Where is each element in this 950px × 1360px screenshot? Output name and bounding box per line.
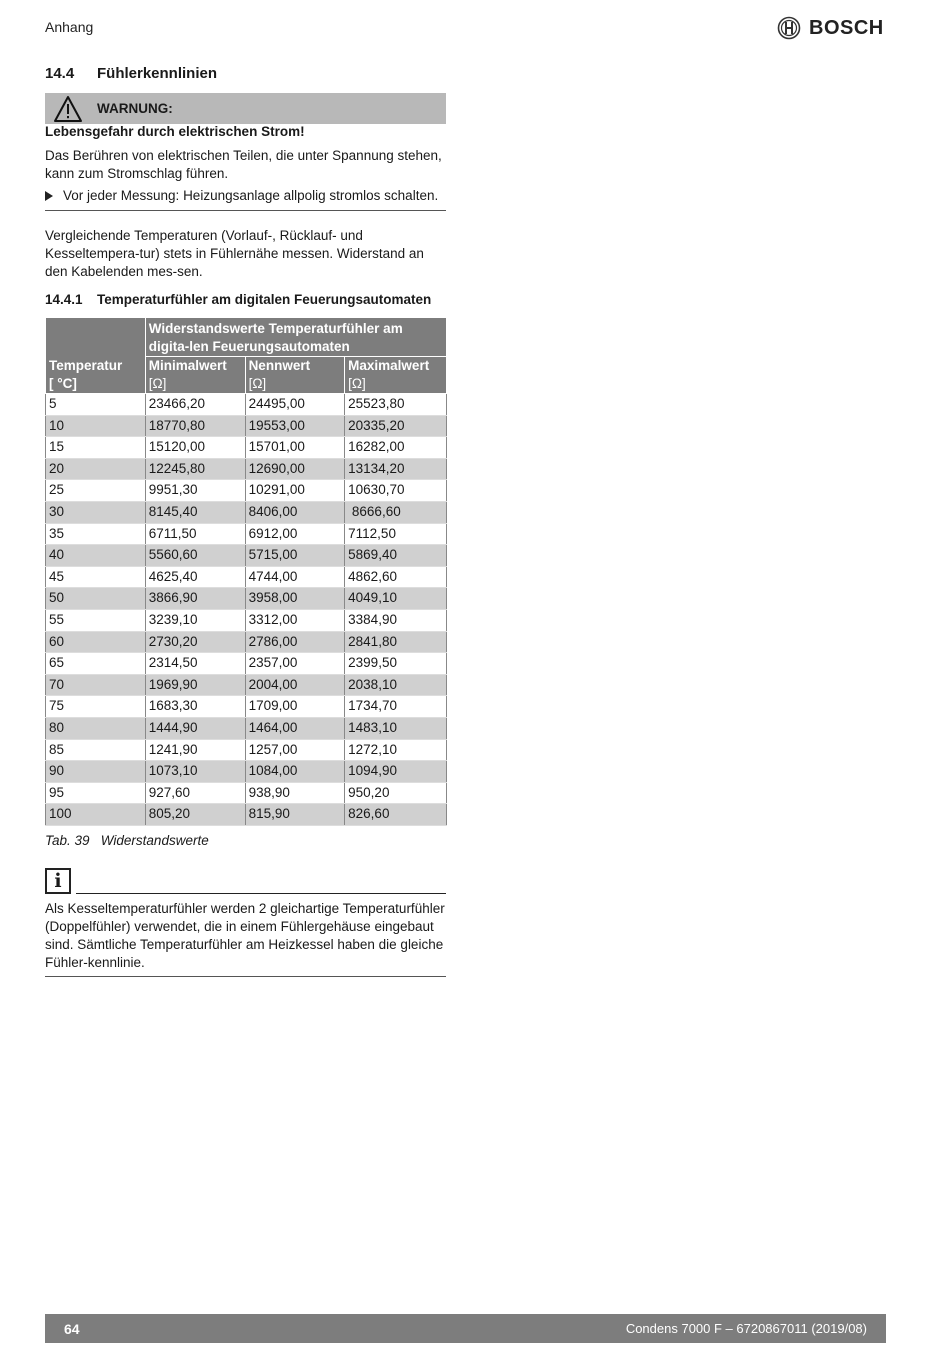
cell-min: 2314,50 <box>145 653 245 675</box>
subsection-title <box>45 292 431 307</box>
cell-nom: 4744,00 <box>245 566 345 588</box>
table-row <box>46 804 447 826</box>
cell-temperature: 20 <box>46 458 146 480</box>
brand-name: BOSCH <box>809 16 884 39</box>
table-row <box>46 739 447 761</box>
header-group: Widerstandswerte Temperaturfühler am digita-len Feuerungsautomaten <box>145 318 446 357</box>
cell-temperature: 90 <box>46 761 146 783</box>
cell-max: 1483,10 <box>345 717 447 739</box>
cell-max: 1734,70 <box>345 696 447 718</box>
footer-bar <box>45 1314 886 1343</box>
header-min-unit: [Ω] <box>148 376 167 391</box>
cell-min: 6711,50 <box>145 523 245 545</box>
section-title-text: Fühlerkennlinien <box>97 65 218 82</box>
cell-min: 18770,80 <box>145 415 245 437</box>
cell-temperature: 80 <box>46 717 146 739</box>
header-min-label: Minimalwert <box>148 358 227 373</box>
info-icon: i <box>45 868 71 894</box>
intro-paragraph: Vergleichende Temperaturen (Vorlauf-, Rücklauf- und Kesseltempera-tur) stets in Fühlernähe messen. Widerstand an den Kabelenden mes-sen. <box>45 228 424 279</box>
cell-nom: 15701,00 <box>245 437 345 459</box>
table-row <box>46 458 447 480</box>
info-bottom-divider <box>45 976 446 977</box>
header-min <box>145 357 245 394</box>
cell-temperature: 15 <box>46 437 146 459</box>
cell-min: 1073,10 <box>145 761 245 783</box>
warning-heading: Lebensgefahr durch elektrischen Strom! <box>45 124 305 139</box>
cell-max: 5869,40 <box>345 545 447 567</box>
table-row <box>46 717 447 739</box>
table-row <box>46 545 447 567</box>
cell-max: 20335,20 <box>345 415 447 437</box>
cell-min: 3866,90 <box>145 588 245 610</box>
cell-nom: 2004,00 <box>245 674 345 696</box>
cell-min: 927,60 <box>145 782 245 804</box>
table-row <box>46 480 447 502</box>
cell-max: 4049,10 <box>345 588 447 610</box>
cell-temperature: 40 <box>46 545 146 567</box>
cell-temperature: 25 <box>46 480 146 502</box>
cell-nom: 938,90 <box>245 782 345 804</box>
header-nom <box>245 357 345 394</box>
table-row <box>46 674 447 696</box>
cell-max: 950,20 <box>345 782 447 804</box>
cell-nom: 1464,00 <box>245 717 345 739</box>
table-row <box>46 631 447 653</box>
cell-temperature: 75 <box>46 696 146 718</box>
table-row <box>46 501 447 523</box>
cell-max: 2841,80 <box>345 631 447 653</box>
cell-nom: 24495,00 <box>245 394 345 416</box>
cell-min: 1444,90 <box>145 717 245 739</box>
table-body <box>46 394 447 826</box>
cell-temperature: 100 <box>46 804 146 826</box>
subsection-number: 14.4.1 <box>45 292 83 307</box>
header-max-label: Maximalwert <box>348 358 430 373</box>
cell-min: 805,20 <box>145 804 245 826</box>
cell-nom: 3312,00 <box>245 609 345 631</box>
cell-max: 7112,50 <box>345 523 447 545</box>
cell-min: 1969,90 <box>145 674 245 696</box>
info-text: Als Kesseltemperaturfühler werden 2 gleichartige Temperaturfühler (Doppelfühler) verwendet, die in einem Fühlergehäuse eingebaut sind. Sämtliche Temperaturfühler am Heizkessel haben die gleiche Fühler-kennlinie. <box>45 901 445 970</box>
info-divider <box>76 893 446 894</box>
cell-nom: 5715,00 <box>245 545 345 567</box>
cell-temperature: 55 <box>46 609 146 631</box>
cell-min: 23466,20 <box>145 394 245 416</box>
header-section-label: Anhang <box>45 19 94 35</box>
cell-min: 9951,30 <box>145 480 245 502</box>
table-row <box>46 588 447 610</box>
warning-bar <box>45 93 446 124</box>
table-row <box>46 437 447 459</box>
brand <box>777 16 884 40</box>
cell-min: 4625,40 <box>145 566 245 588</box>
table-row <box>46 566 447 588</box>
cell-min: 8145,40 <box>145 501 245 523</box>
cell-min: 2730,20 <box>145 631 245 653</box>
table-row <box>46 761 447 783</box>
cell-temperature: 50 <box>46 588 146 610</box>
cell-nom: 10291,00 <box>245 480 345 502</box>
page-number: 64 <box>64 1321 80 1337</box>
section-title <box>45 65 217 82</box>
cell-nom: 1709,00 <box>245 696 345 718</box>
cell-temperature: 5 <box>46 394 146 416</box>
cell-nom: 19553,00 <box>245 415 345 437</box>
cell-max: 13134,20 <box>345 458 447 480</box>
header-max <box>345 357 447 394</box>
cell-min: 5560,60 <box>145 545 245 567</box>
warning-divider <box>45 210 446 211</box>
header-nom-unit: [Ω] <box>248 376 267 391</box>
subsection-title-text: Temperaturfühler am digitalen Feuerungsautomaten <box>97 292 432 307</box>
table-row <box>46 653 447 675</box>
header-nom-label: Nennwert <box>248 358 311 373</box>
table-row <box>46 523 447 545</box>
cell-temperature: 30 <box>46 501 146 523</box>
cell-nom: 12690,00 <box>245 458 345 480</box>
cell-temperature: 85 <box>46 739 146 761</box>
cell-nom: 8406,00 <box>245 501 345 523</box>
table-row <box>46 609 447 631</box>
cell-max: 4862,60 <box>345 566 447 588</box>
warning-text: Das Berühren von elektrischen Teilen, die unter Spannung stehen, kann zum Stromschlag führen. <box>45 148 442 181</box>
table-row <box>46 782 447 804</box>
warning-triangle-icon <box>53 95 83 123</box>
cell-nom: 1257,00 <box>245 739 345 761</box>
cell-max: 2399,50 <box>345 653 447 675</box>
warning-title: WARNUNG: <box>97 101 173 116</box>
cell-temperature: 65 <box>46 653 146 675</box>
cell-max: 1094,90 <box>345 761 447 783</box>
cell-max: 2038,10 <box>345 674 447 696</box>
cell-temperature: 35 <box>46 523 146 545</box>
cell-nom: 2357,00 <box>245 653 345 675</box>
cell-min: 3239,10 <box>145 609 245 631</box>
cell-temperature: 10 <box>46 415 146 437</box>
table-caption: Tab. 39 Widerstandswerte <box>45 833 209 848</box>
cell-min: 15120,00 <box>145 437 245 459</box>
cell-min: 1683,30 <box>145 696 245 718</box>
cell-min: 12245,80 <box>145 458 245 480</box>
cell-temperature: 95 <box>46 782 146 804</box>
warning-step-text: Vor jeder Messung: Heizungsanlage allpolig stromlos schalten. <box>63 188 439 203</box>
arrow-right-icon <box>45 191 53 201</box>
cell-nom: 6912,00 <box>245 523 345 545</box>
cell-nom: 2786,00 <box>245 631 345 653</box>
cell-temperature: 70 <box>46 674 146 696</box>
document-id: Condens 7000 F – 6720867011 (2019/08) <box>625 1321 867 1336</box>
cell-max: 16282,00 <box>345 437 447 459</box>
cell-nom: 1084,00 <box>245 761 345 783</box>
header-max-unit: [Ω] <box>348 376 366 391</box>
cell-max: 1272,10 <box>345 739 447 761</box>
table-row <box>46 394 447 416</box>
cell-temperature: 45 <box>46 566 146 588</box>
cell-max: 826,60 <box>345 804 447 826</box>
bosch-logo-icon <box>777 16 801 40</box>
header-temperature-unit: [ °C] <box>49 376 77 391</box>
table-row <box>46 696 447 718</box>
header-temperature <box>46 318 146 394</box>
cell-nom: 815,90 <box>245 804 345 826</box>
cell-max: 8666,60 <box>345 501 447 523</box>
header-temperature-label: Temperatur <box>49 358 123 373</box>
cell-max: 3384,90 <box>345 609 447 631</box>
cell-temperature: 60 <box>46 631 146 653</box>
cell-max: 25523,80 <box>345 394 447 416</box>
resistance-table <box>45 317 447 826</box>
cell-max: 10630,70 <box>345 480 447 502</box>
cell-nom: 3958,00 <box>245 588 345 610</box>
table-row <box>46 415 447 437</box>
warning-step <box>45 188 438 203</box>
cell-min: 1241,90 <box>145 739 245 761</box>
section-number: 14.4 <box>45 65 75 82</box>
